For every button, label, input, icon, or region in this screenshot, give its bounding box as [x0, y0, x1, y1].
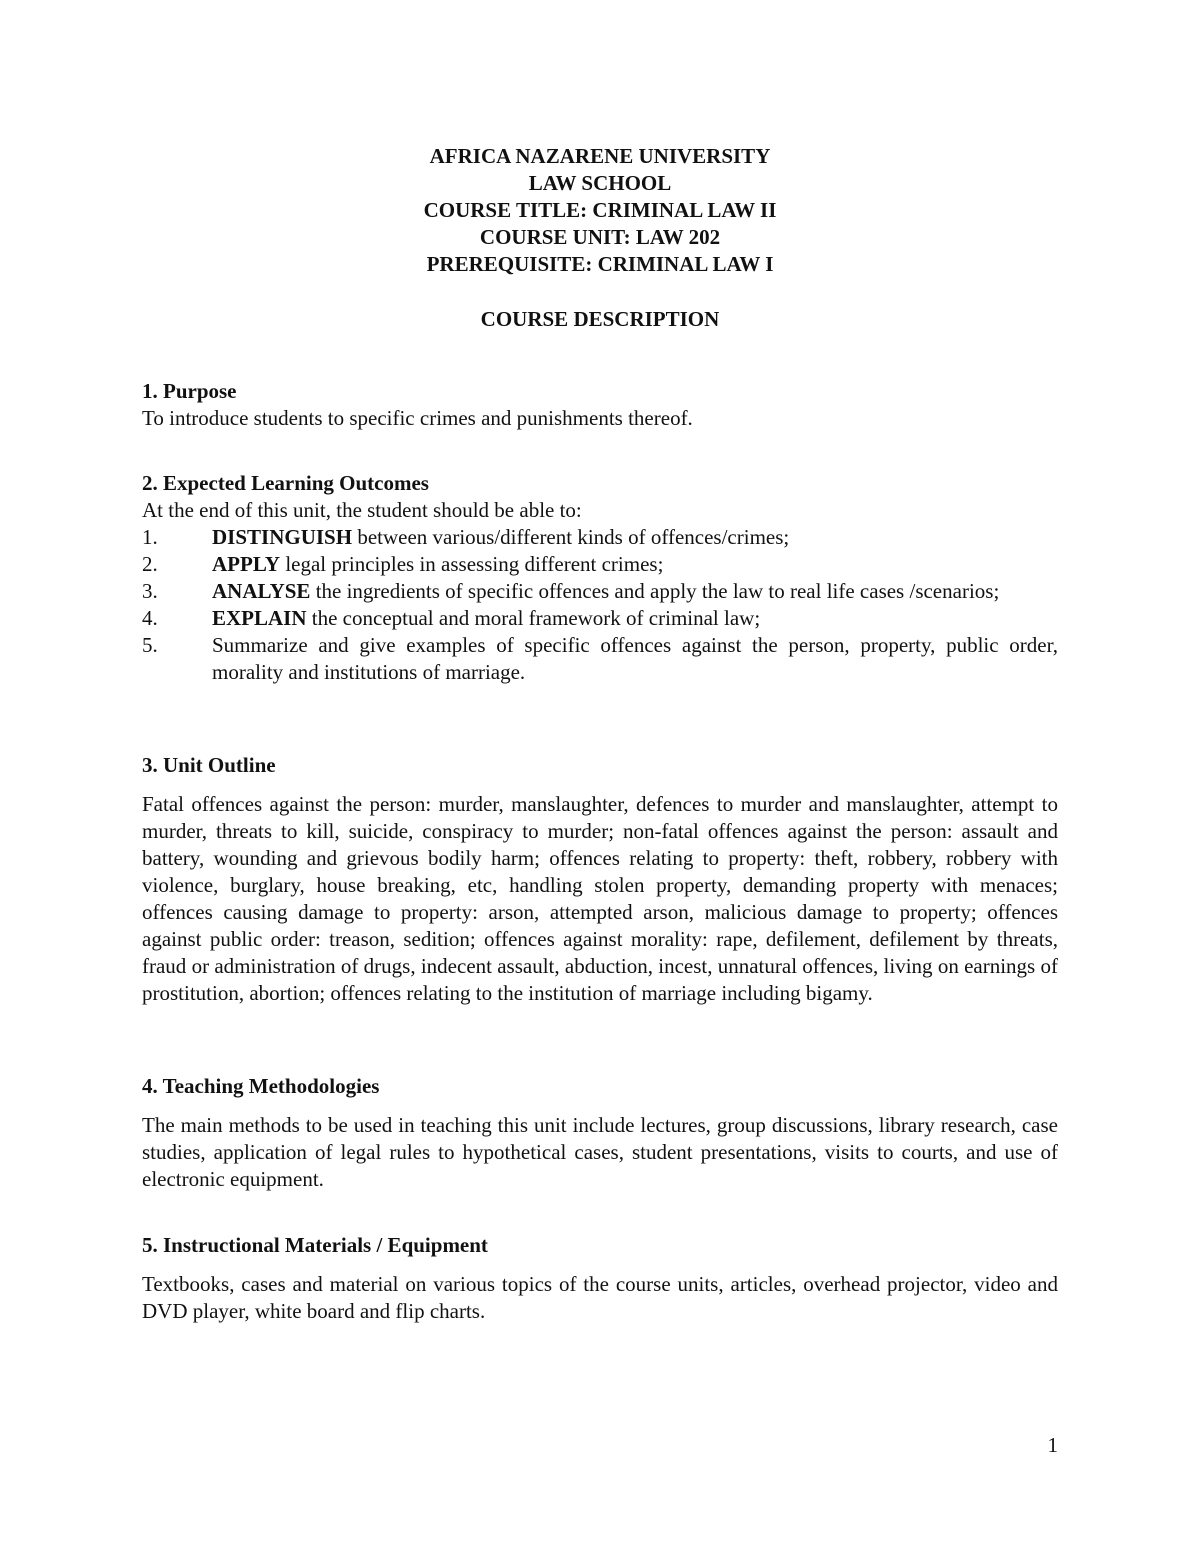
list-item-number: 3.: [142, 579, 158, 603]
materials-text: Textbooks, cases and material on various topics of the course units, articles, overhead projector, video and DVD player, white board and flip charts.: [142, 1272, 1058, 1323]
teaching-text: The main methods to be used in teaching this unit include lectures, group discussions, library research, case studies, application of legal rules to hypothetical cases, student presentations, visits to courts, and use of electronic equipment.: [142, 1113, 1058, 1191]
outcomes-section: [142, 470, 1058, 686]
list-item-text: the conceptual and moral framework of criminal law;: [306, 606, 761, 630]
list-item-number: 2.: [142, 552, 158, 576]
course-description-title: COURSE DESCRIPTION: [480, 307, 720, 331]
purpose-text: To introduce students to specific crimes and punishments thereof.: [142, 406, 693, 430]
prerequisite: PREREQUISITE: CRIMINAL LAW I: [426, 252, 774, 276]
teaching-heading: 4. Teaching Methodologies: [142, 1074, 380, 1098]
list-item-number: 1.: [142, 525, 158, 549]
list-item: [142, 632, 1058, 686]
list-item: [142, 578, 1058, 605]
list-item-keyword: DISTINGUISH: [212, 525, 353, 549]
list-item-text: Summarize and give examples of specific offences against the person, property, public order, morality and institutions of marriage.: [212, 633, 1058, 684]
purpose-section: [142, 378, 1058, 432]
outcomes-intro: At the end of this unit, the student should be able to:: [142, 498, 582, 522]
university-name: AFRICA NAZARENE UNIVERSITY: [429, 144, 771, 168]
teaching-section: [142, 1073, 1058, 1193]
unit-outline-heading: 3. Unit Outline: [142, 753, 276, 777]
list-item-number: 5.: [142, 633, 158, 657]
unit-outline-text: Fatal offences against the person: murder, manslaughter, defences to murder and manslaughter, attempt to murder, threats to kill, suicide, conspiracy to murder; non-fatal offences against the person: assault and battery, wounding and grievous bodily harm; offences relating to property: theft, robbery, robbery with violence, burglary, house breaking, etc, handling stolen property, demanding property with menaces; offences causing damage to property: arson, attempted arson, malicious damage to property; offences against public order: treason, sedition; offences against morality: rape, defilement, defilement by threats, fraud or administration of drugs, indecent assault, abduction, incest, unnatural offences, living on earnings of prostitution, abortion; offences relating to the institution of marriage including bigamy.: [142, 792, 1058, 1005]
list-item: [142, 605, 1058, 632]
school-name: LAW SCHOOL: [528, 171, 672, 195]
list-item-keyword: APPLY: [212, 552, 281, 576]
outcomes-heading: 2. Expected Learning Outcomes: [142, 471, 429, 495]
materials-heading: 5. Instructional Materials / Equipment: [142, 1233, 488, 1257]
list-item-text: legal principles in assessing different crimes;: [280, 552, 664, 576]
list-item-number: 4.: [142, 606, 158, 630]
list-item: [142, 524, 1058, 551]
course-title: COURSE TITLE: CRIMINAL LAW II: [423, 198, 777, 222]
list-item-text: between various/different kinds of offences/crimes;: [352, 525, 790, 549]
list-item-keyword: ANALYSE: [212, 579, 311, 603]
purpose-heading: 1. Purpose: [142, 379, 237, 403]
unit-outline-section: [142, 752, 1058, 1007]
document-header: [142, 143, 1058, 278]
document-page: [142, 0, 1058, 1553]
outcomes-list: [142, 524, 1058, 686]
course-unit: COURSE UNIT: LAW 202: [479, 225, 721, 249]
page-number: 1: [1047, 1433, 1058, 1457]
list-item-text: the ingredients of specific offences and apply the law to real life cases /scenarios;: [310, 579, 1000, 603]
list-item: [142, 551, 1058, 578]
materials-section: [142, 1232, 1058, 1325]
list-item-keyword: EXPLAIN: [212, 606, 307, 630]
